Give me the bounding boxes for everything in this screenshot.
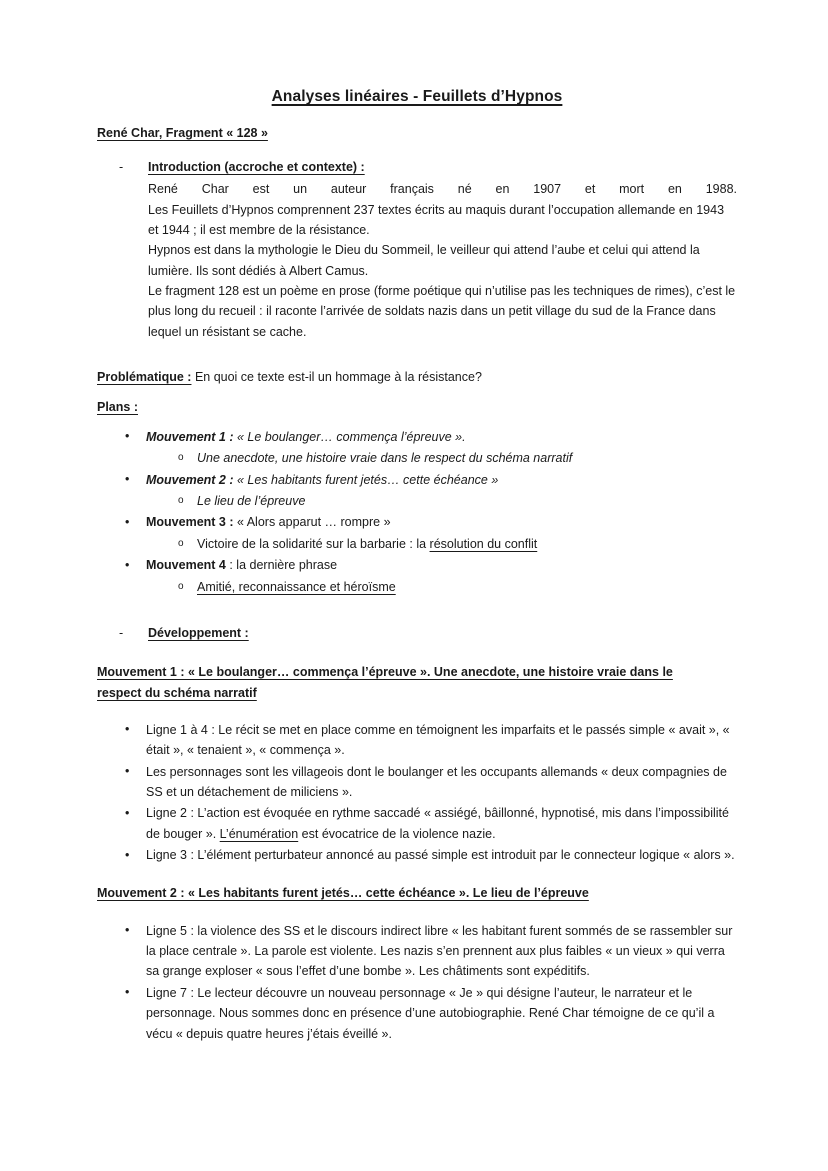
plan-4-label: Mouvement 4 (146, 558, 226, 573)
list-item (97, 491, 737, 511)
plans-label: Plans : (97, 399, 138, 414)
mouvement-1-bullet-4: Ligne 3 : L’élément perturbateur annoncé au passé simple est introduit par le connecteur logique « alors ». (146, 848, 735, 863)
list-item (97, 534, 737, 554)
dash-marker-icon: - (119, 159, 124, 174)
spacer (97, 645, 737, 662)
plan-2-label: Mouvement 2 : (146, 472, 234, 487)
page-title (97, 88, 737, 107)
spacer (97, 388, 737, 398)
mouvement-1-bullet-1: Ligne 1 à 4 : Le récit se met en place comme en témoignent les imparfaits et le passés simple « avait », « était », « tenaient », « commença ». (146, 722, 730, 758)
list-item (97, 448, 737, 468)
spacer (97, 904, 737, 921)
spacer (97, 417, 737, 427)
bullet-icon: • (125, 805, 130, 820)
developpement-heading-row (97, 624, 737, 643)
mouvement-2-bullet-1: Ligne 5 : la violence des SS et le discours indirect libre « les habitant furent sommés de se rassembler sur la place centrale ». La parole est violente. Les nazis s’en prennent aux plus faibles « un vieux » qui verra sa grange exploser « sous l’effet d’une bombe ». Les châtiments sont expéditifs. (146, 923, 733, 979)
plan-4-subtext: Amitié, reconnaissance et héroïsme (197, 579, 396, 594)
circle-bullet-icon: o (178, 537, 184, 549)
introduction-paragraph-4: Le fragment 128 est un poème en prose (forme poétique qui n’utilise pas les techniques de rimes), c’est le plus long du recueil : il raconte l’arrivée de soldats nazis dans un petit village du sud de la France dans lequel un résistant se cache. (148, 284, 736, 339)
mouvement-1-bullet-3-pre: Ligne 2 : L’action est évoquée en rythme saccadé « assiégé, bâillonné, hypnotisé, mis dans l’impossibilité de bouger ». (146, 806, 729, 841)
introduction-heading (148, 158, 737, 177)
bullet-icon: • (125, 923, 130, 938)
mouvement-1-bullet-3-underlined: L’énumération (219, 826, 299, 841)
developpement-heading (148, 624, 737, 643)
problematique-line (97, 368, 737, 387)
plans-label-line (97, 398, 737, 417)
plan-1-text: « Le boulanger… commença l’épreuve ». (233, 429, 466, 444)
work-heading-text: René Char, Fragment « 128 » (97, 125, 268, 140)
list-item (97, 720, 737, 761)
list-item (97, 803, 737, 844)
bullet-icon: • (125, 722, 130, 737)
mouvement-1-bullets (97, 720, 737, 866)
introduction-paragraph-1: René Char est un auteur français né en 1907 et mort en 1988. (148, 182, 737, 197)
bullet-icon: • (125, 764, 130, 779)
spacer (97, 703, 737, 720)
bullet-icon: • (125, 429, 130, 444)
plans-list (97, 427, 737, 597)
developpement-heading-text: Développement : (148, 625, 249, 640)
bullet-icon: • (125, 472, 130, 487)
circle-bullet-icon: o (178, 452, 184, 464)
spacer (97, 598, 737, 624)
document-content (97, 88, 737, 1045)
mouvement-2-bullets (97, 921, 737, 1044)
problematique-text: En quoi ce texte est-il un hommage à la résistance? (191, 370, 482, 385)
circle-bullet-icon: o (178, 580, 184, 592)
plans-sublist-3 (97, 534, 737, 554)
plan-1-label: Mouvement 1 : (146, 429, 234, 444)
mouvement-1-bullet-2: Les personnages sont les villageois dont le boulanger et les occupants allemands « deux compagnies de SS et un détachement de miliciens ». (146, 764, 727, 799)
problematique-label: Problématique : (97, 370, 192, 385)
introduction-heading-row (97, 158, 737, 177)
mouvement-2-heading (97, 883, 737, 903)
list-item (97, 921, 737, 982)
plan-3-label: Mouvement 3 : (146, 515, 234, 530)
mouvement-1-heading-line1: Mouvement 1 : « Le boulanger… commença l’épreuve ». Une anecdote, une histoire vraie dans le (97, 665, 673, 680)
mouvement-1-bullet-3-post: est évocatrice de la violence nazie. (298, 826, 496, 841)
bullet-icon: • (125, 514, 130, 529)
list-item (97, 470, 737, 490)
circle-bullet-icon: o (178, 495, 184, 507)
list-item (97, 512, 737, 532)
list-item (97, 762, 737, 803)
list-item (97, 427, 737, 447)
spacer (97, 866, 737, 883)
list-item (97, 577, 737, 597)
mouvement-2-heading-line1: Mouvement 2 : « Les habitants furent jetés… cette échéance ». Le lieu de l’épreuve (97, 886, 589, 901)
bullet-icon: • (125, 985, 130, 1000)
bullet-icon: • (125, 847, 130, 862)
plans-sublist-1 (97, 448, 737, 468)
introduction-heading-text: Introduction (accroche et contexte) : (148, 159, 365, 174)
plan-2-subtext: Le lieu de l’épreuve (197, 494, 306, 509)
introduction-paragraph-3: Hypnos est dans la mythologie le Dieu du Sommeil, le veilleur qui attend l’aube et celui qui attend la lumière. Ils sont dédiés à Albert Camus. (148, 243, 700, 278)
plan-3-subtext-underlined: résolution du conflit (429, 536, 538, 551)
introduction-body (97, 179, 737, 342)
bullet-icon: • (125, 557, 130, 572)
plan-4-text: : la dernière phrase (225, 558, 338, 573)
plans-sublist-2 (97, 491, 737, 511)
introduction-paragraph-2: Les Feuillets d’Hypnos comprennent 237 textes écrits au maquis durant l’occupation allemande en 1943 et 1944 ; il est membre de la résistance. (148, 202, 725, 237)
mouvement-2-bullet-2: Ligne 7 : Le lecteur découvre un nouveau personnage « Je » qui désigne l’auteur, le narrateur et le personnage. Nous sommes donc en présence d’une autobiographie. René Char témoigne de ce qu’il a vécu « depuis quatre heures j’étais éveillé ». (146, 985, 715, 1041)
dash-marker-icon: - (119, 625, 124, 640)
list-item (97, 555, 737, 575)
plan-1-subtext: Une anecdote, une histoire vraie dans le respect du schéma narratif (197, 451, 573, 466)
list-item (97, 983, 737, 1044)
plan-3-subtext: Victoire de la solidarité sur la barbarie : la (197, 536, 430, 551)
spacer (97, 342, 737, 368)
page-title-text: Analyses linéaires - Feuillets d’Hypnos (271, 88, 563, 105)
plans-sublist-4 (97, 577, 737, 597)
mouvement-1-heading-line2: respect du schéma narratif (97, 685, 257, 700)
list-item (97, 845, 737, 865)
plan-2-text: « Les habitants furent jetés… cette échéance » (233, 472, 499, 487)
work-heading (97, 125, 737, 141)
mouvement-1-heading (97, 662, 737, 703)
plan-3-text: « Alors apparut … rompre » (233, 515, 391, 530)
